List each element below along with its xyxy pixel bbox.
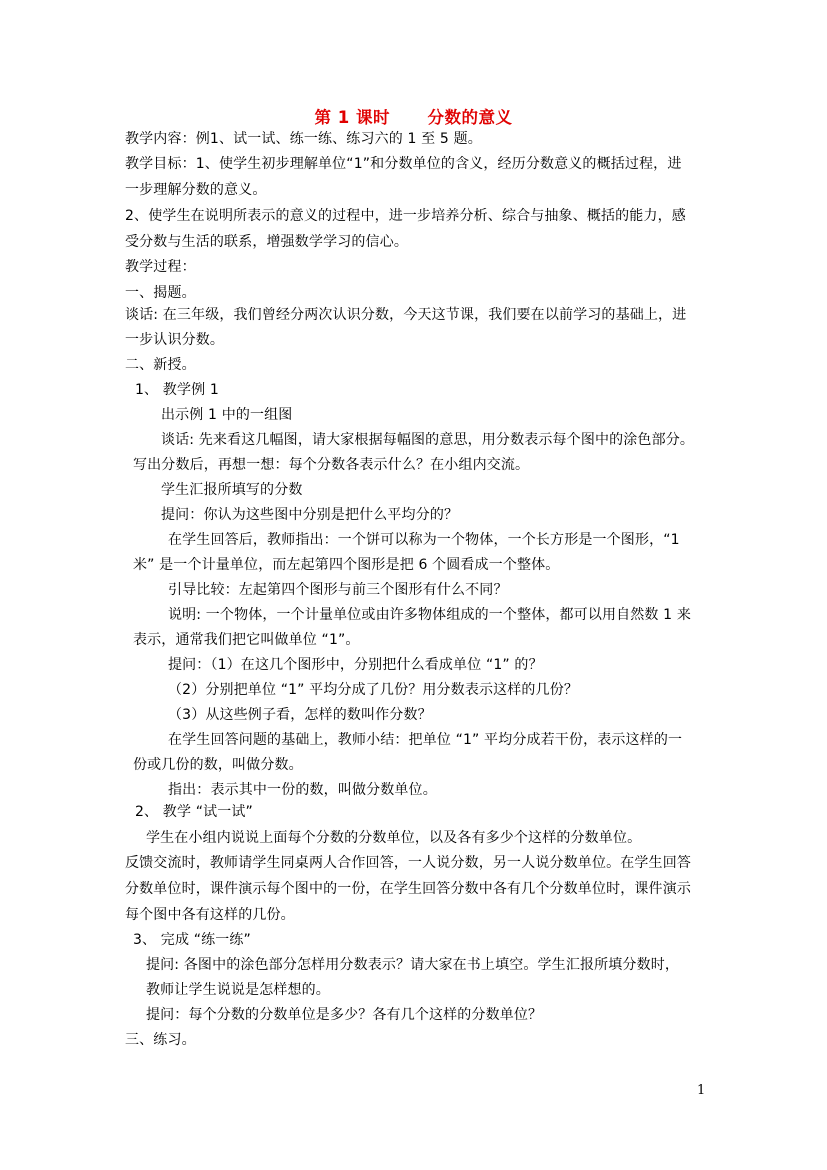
- page-number: 1: [697, 1083, 706, 1098]
- text-line: 在学生回答后，教师指出：一个饼可以称为一个物体，一个长方形是一个图形，“1: [168, 532, 680, 548]
- text-line: 受分数与生活的联系，增强数学学习的信心。: [125, 234, 408, 250]
- text-line: 教师让学生说说是怎样想的。: [146, 982, 330, 998]
- page-title: 第 1 课时 分数的意义: [314, 108, 513, 127]
- text-line: 在学生回答问题的基础上，教师小结：把单位 “1” 平均分成若干份，表示这样的一: [168, 732, 683, 748]
- text-line: 教学目标：1、使学生初步理解单位“1”和分数单位的含义，经历分数意义的概括过程，进: [125, 156, 682, 172]
- text-line: 引导比较：左起第四个图形与前三个图形有什么不同？: [168, 582, 508, 598]
- text-line: 教学内容：例1、试一试、练一练、练习六的 1 至 5 题。: [125, 131, 482, 147]
- text-line: 反馈交流时，教师请学生同桌两人合作回答，一人说分数，另一人说分数单位。在学生回答: [125, 855, 691, 871]
- text-line: 教学过程：: [125, 259, 196, 275]
- text-line: 写出分数后，再想一想：每个分数各表示什么？在小组内交流。: [133, 457, 530, 473]
- text-line: 提问：每个分数的分数单位是多少？各有几个这样的分数单位？: [146, 1007, 543, 1023]
- text-line: 一步理解分数的意义。: [125, 182, 267, 198]
- text-line: 3、 完成 “练一练”: [133, 932, 251, 948]
- text-line: 出示例 1 中的一组图: [161, 407, 293, 423]
- text-line: 表示，通常我们把它叫做单位 “1”。: [133, 632, 360, 648]
- text-line: 1、 教学例 1: [135, 382, 219, 398]
- text-line: 一、揭题。: [125, 285, 196, 301]
- text-line: 提问: 各图中的涂色部分怎样用分数表示？请大家在书上填空。学生汇报所填分数时，: [146, 957, 680, 973]
- text-line: 学生在小组内说说上面每个分数的分数单位，以及各有多少个这样的分数单位。: [146, 830, 642, 846]
- text-line: 提问：你认为这些图中分别是把什么平均分的？: [161, 507, 459, 523]
- text-line: 一步认识分数。: [125, 332, 225, 348]
- text-line: 每个图中各有这样的几份。: [125, 907, 295, 923]
- text-line: 米” 是一个计量单位，而左起第四个图形是把 6 个圆看成一个整体。: [133, 557, 560, 573]
- text-line: 三、练习。: [125, 1032, 196, 1048]
- text-line: 2、使学生在说明所表示的意义的过程中，进一步培养分析、综合与抽象、概括的能力，感: [125, 208, 686, 224]
- text-line: 二、新授。: [125, 357, 196, 373]
- text-line: 提问：（1）在这几个图形中，分别把什么看成单位 “1” 的？: [168, 657, 543, 673]
- text-line: 2、 教学 “试一试”: [135, 804, 253, 820]
- text-line: 指出：表示其中一份的数，叫做分数单位。: [168, 782, 437, 798]
- text-line: 份或几份的数，叫做分数。: [133, 757, 303, 773]
- text-line: 谈话: 先来看这几幅图，请大家根据每幅图的意思，用分数表示每个图中的涂色部分。: [161, 432, 695, 448]
- text-line: 学生汇报所填写的分数: [161, 482, 303, 498]
- text-line: 分数单位时，课件演示每个图中的一份，在学生回答分数中各有几个分数单位时，课件演示: [125, 881, 691, 897]
- text-line: 谈话: 在三年级，我们曾经分两次认识分数，今天这节课，我们要在以前学习的基础上，进: [125, 307, 687, 323]
- text-line: 说明: 一个物体，一个计量单位或由许多物体组成的一个整体，都可以用自然数 1 来: [168, 607, 691, 623]
- text-line: （3）从这些例子看，怎样的数叫作分数？: [168, 707, 432, 723]
- text-line: （2）分别把单位 “1” 平均分成了几份？用分数表示这样的几份？: [168, 682, 579, 698]
